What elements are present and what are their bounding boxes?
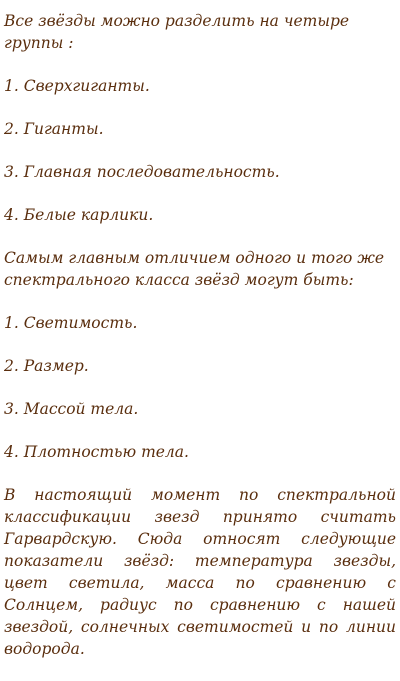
list-item: 1. Светимость. xyxy=(4,314,138,332)
list-item: 3. Главная последовательность. xyxy=(4,163,280,181)
distinctions-list xyxy=(4,312,396,463)
list-item: 2. Гиганты. xyxy=(4,120,104,138)
intro-paragraph: Все звёзды можно разделить на четыре группы : xyxy=(4,12,350,52)
list-item: 2. Размер. xyxy=(4,357,89,375)
list-item: 3. Массой тела. xyxy=(4,400,139,418)
distinction-intro-paragraph: Самым главным отличием одного и того же спектрального класса звёзд могут быть: xyxy=(4,249,384,289)
list-item: 1. Сверхгиганты. xyxy=(4,77,150,95)
list-item: 4. Белые карлики. xyxy=(4,206,154,224)
star-groups-list xyxy=(4,75,396,226)
list-item: 4. Плотностью тела. xyxy=(4,443,189,461)
closing-paragraph: В настоящий момент по спектральной классификации звезд принято считать Гарвардскую. Сюда относят следующие показатели звёзд: температура звезды, цвет светила, масса по сравнению с Солнцем, радиус по сравнению с нашей звездой, солнечных светимостей и по линии водорода. xyxy=(4,486,396,658)
